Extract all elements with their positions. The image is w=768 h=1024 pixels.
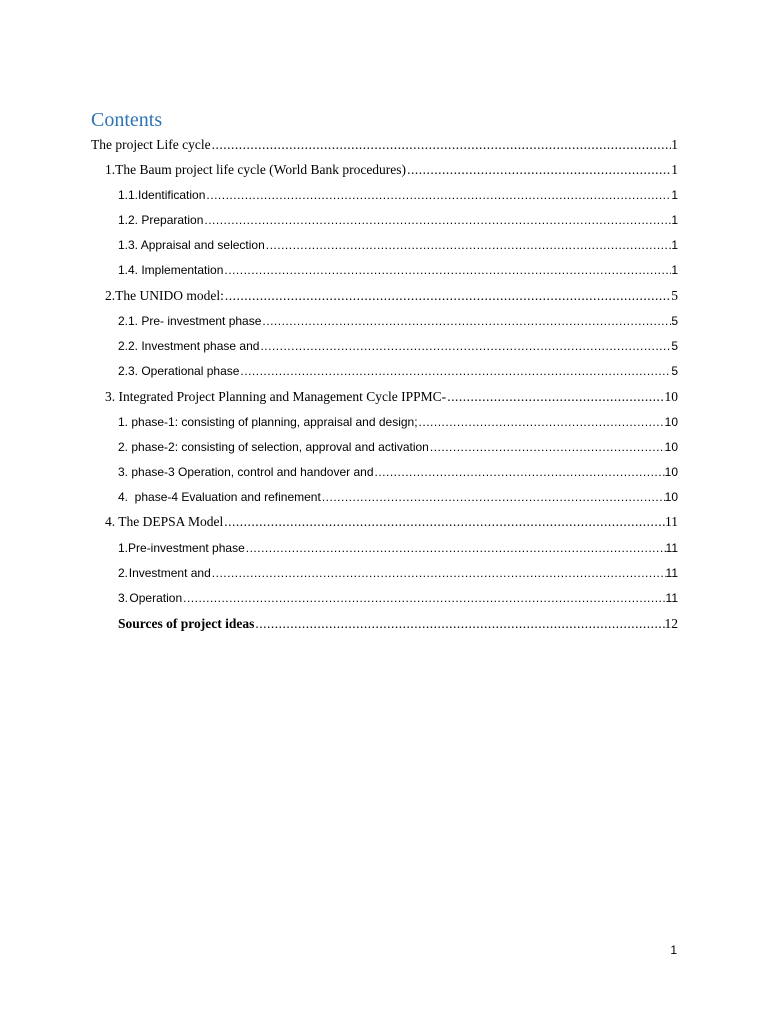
- toc-entry-title: The project Life cycle: [91, 137, 211, 152]
- toc-leader: [239, 363, 671, 379]
- toc-entry-title: The Baum project life cycle (World Bank procedures): [115, 162, 407, 177]
- toc-entry[interactable]: [118, 485, 678, 505]
- toc-entry-title: 2.1. Pre- investment phase: [118, 314, 262, 328]
- toc-leader: [259, 338, 671, 354]
- toc-leader: [406, 162, 671, 178]
- toc-entry-page: 1: [671, 263, 678, 277]
- toc-entry-page: 5: [671, 288, 678, 303]
- toc-leader: [245, 540, 666, 556]
- toc-entry-title: Investment and: [128, 566, 211, 580]
- toc-entry[interactable]: [118, 536, 678, 556]
- toc-entry-page: 11: [665, 566, 678, 580]
- toc-entry[interactable]: [118, 410, 678, 430]
- toc-entry[interactable]: [118, 258, 678, 278]
- toc-entry[interactable]: [91, 133, 678, 153]
- toc-entry-title: 1.4. Implementation: [118, 263, 224, 277]
- toc-entry[interactable]: [105, 284, 678, 304]
- toc-leader: [203, 212, 671, 228]
- toc-entry[interactable]: [118, 208, 678, 228]
- toc-entry[interactable]: [118, 561, 678, 581]
- toc-leader: [446, 389, 664, 405]
- toc-entry-title: Sources of project ideas: [118, 616, 255, 631]
- toc-entry-page: 10: [664, 415, 678, 429]
- toc-entry-number: 2.: [105, 288, 116, 303]
- toc-leader: [429, 439, 665, 455]
- toc-entry-page: 1: [671, 137, 678, 152]
- toc-entry-number: 1.: [118, 541, 129, 555]
- toc-leader: [211, 137, 672, 153]
- toc-entry-page: 1: [671, 213, 678, 227]
- toc-leader: [374, 464, 665, 480]
- toc-entry[interactable]: [118, 612, 678, 632]
- toc-entry[interactable]: [118, 460, 678, 480]
- toc-entry-title: 1. phase-1: consisting of planning, appraisal and design;: [118, 415, 418, 429]
- toc-entry-number: 1.: [105, 162, 116, 177]
- toc-entry-page: 10: [664, 465, 678, 479]
- toc-entry-number: 3.: [118, 591, 129, 605]
- toc-entry-title: 4. The DEPSA Model: [105, 514, 224, 529]
- toc-entry-page: 1: [671, 162, 678, 177]
- toc-entry-title: 2.3. Operational phase: [118, 364, 240, 378]
- toc-heading: Contents: [91, 109, 163, 131]
- toc-entry[interactable]: [118, 334, 678, 354]
- toc-leader: [211, 565, 666, 581]
- page-number: 1: [670, 943, 677, 957]
- toc-entry-page: 10: [664, 389, 678, 404]
- toc-entry-title: 3. phase-3 Operation, control and handover and: [118, 465, 374, 479]
- toc-entry-page: 10: [664, 440, 678, 454]
- toc-leader: [321, 489, 665, 505]
- toc-entry[interactable]: [105, 510, 678, 530]
- toc-entry[interactable]: [105, 385, 678, 405]
- toc-leader: [265, 237, 672, 253]
- toc-entry[interactable]: [118, 359, 678, 379]
- toc-entry-title: 2. phase-2: consisting of selection, approval and activation: [118, 440, 429, 454]
- toc-entry-title: 1.2. Preparation: [118, 213, 204, 227]
- toc-leader: [261, 313, 671, 329]
- toc-leader: [224, 288, 671, 304]
- toc-entry-title: Operation: [129, 591, 183, 605]
- toc-entry-title: Identification: [138, 188, 206, 202]
- toc-entry-title: 1.3. Appraisal and selection: [118, 238, 265, 252]
- toc-entry-page: 5: [671, 314, 678, 328]
- toc-entry-page: 10: [664, 490, 678, 504]
- toc-entry[interactable]: [118, 586, 678, 606]
- toc-entry-title: The UNIDO model:: [115, 288, 224, 303]
- toc-leader: [254, 616, 664, 632]
- toc-entry-page: 1: [671, 188, 678, 202]
- toc-entry-page: 11: [665, 514, 678, 529]
- toc-entry-page: 11: [665, 591, 678, 605]
- toc-leader: [418, 414, 665, 430]
- toc-entry-title: 3. Integrated Project Planning and Management Cycle IPPMC-: [105, 389, 447, 404]
- toc-entry-page: 1: [671, 238, 678, 252]
- toc-leader: [205, 187, 671, 203]
- toc-entry[interactable]: [118, 183, 678, 203]
- toc-entry-title: Pre-investment phase: [128, 541, 245, 555]
- toc-entry[interactable]: [118, 435, 678, 455]
- toc-entry-page: 5: [671, 364, 678, 378]
- toc-entry-title: 2.2. Investment phase and: [118, 339, 260, 353]
- toc-entry-page: 11: [665, 541, 678, 555]
- toc-entry-page: 5: [671, 339, 678, 353]
- toc-leader: [223, 262, 671, 278]
- toc-leader: [223, 514, 665, 530]
- toc-entry-number: 2.: [118, 566, 129, 580]
- toc-entry-title: 4. phase-4 Evaluation and refinement: [118, 490, 321, 504]
- toc-entry[interactable]: [118, 309, 678, 329]
- toc-entry-number: 1.1.: [118, 188, 139, 202]
- toc-entry[interactable]: [118, 233, 678, 253]
- toc-entry-page: 12: [664, 616, 678, 631]
- toc-entry[interactable]: [105, 158, 678, 178]
- toc-leader: [182, 590, 665, 606]
